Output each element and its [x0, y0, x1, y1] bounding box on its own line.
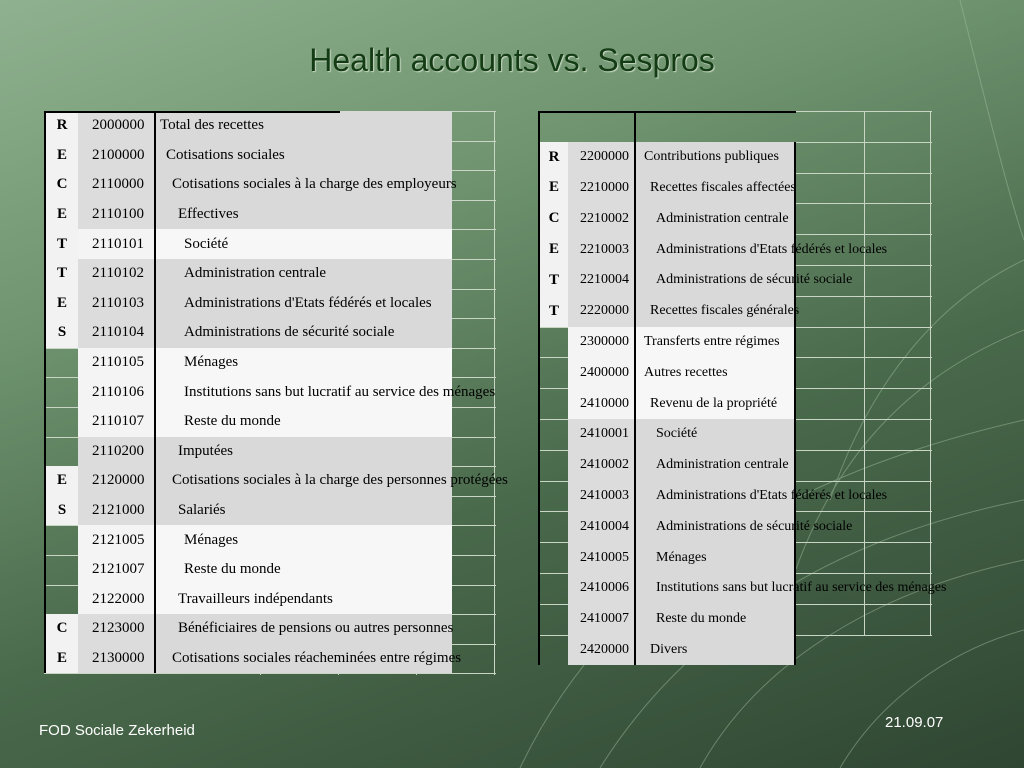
table-row	[44, 377, 496, 407]
row-letter: E	[538, 173, 568, 204]
row-letter: S	[44, 496, 78, 526]
account-label: Cotisations sociales réacheminées entre régimes	[156, 644, 452, 674]
row-letter	[538, 511, 568, 542]
account-code: 2110107	[78, 407, 156, 437]
account-code: 2110000	[78, 170, 156, 200]
account-code	[568, 111, 636, 142]
row-letter: C	[44, 170, 78, 200]
row-letter: R	[44, 111, 78, 141]
account-label: Cotisations sociales à la charge des employeurs	[156, 170, 452, 200]
account-label: Transferts entre régimes	[636, 327, 796, 358]
table-row	[538, 111, 932, 142]
table-row	[538, 327, 932, 358]
row-letter: S	[44, 318, 78, 348]
account-label: Reste du monde	[156, 407, 452, 437]
account-code: 2400000	[568, 357, 636, 388]
table-row	[538, 388, 932, 419]
account-label: Ménages	[156, 525, 452, 555]
row-letter	[538, 450, 568, 481]
account-label: Société	[636, 419, 796, 450]
account-code: 2210004	[568, 265, 636, 296]
account-label: Ménages	[636, 542, 796, 573]
table-row	[538, 357, 932, 388]
table-row	[538, 604, 932, 635]
slide-title: Health accounts vs. Sespros	[309, 42, 715, 78]
table-row	[44, 585, 496, 615]
account-label: Administrations de sécurité sociale	[156, 318, 452, 348]
account-code: 2410001	[568, 419, 636, 450]
account-label: Administrations d'Etats fédérés et locales	[156, 289, 452, 319]
table-row	[538, 511, 932, 542]
table-row	[538, 419, 932, 450]
account-code: 2410005	[568, 542, 636, 573]
account-code: 2210000	[568, 173, 636, 204]
row-letter: E	[44, 289, 78, 319]
table-row	[44, 200, 496, 230]
table-row	[44, 437, 496, 467]
account-code: 2000000	[78, 111, 156, 141]
account-label: Imputées	[156, 437, 452, 467]
table-row	[44, 466, 508, 496]
account-code: 2420000	[568, 635, 636, 666]
account-label: Administrations d'Etats fédérés et locales	[636, 481, 796, 512]
account-label: Recettes fiscales générales	[636, 296, 796, 327]
account-code: 2410007	[568, 604, 636, 635]
account-code: 2120000	[78, 466, 156, 496]
row-letter	[44, 555, 78, 585]
account-code: 2410003	[568, 481, 636, 512]
account-label: Salariés	[156, 496, 452, 526]
row-letter: E	[44, 644, 78, 674]
table-row	[44, 348, 496, 378]
table-row	[44, 614, 496, 644]
right-table	[538, 111, 947, 667]
account-code: 2110200	[78, 437, 156, 467]
row-letter: T	[538, 265, 568, 296]
table-row	[538, 234, 932, 265]
grid-line	[44, 673, 496, 674]
row-letter	[44, 377, 78, 407]
table-row	[44, 555, 496, 585]
account-label: Ménages	[156, 348, 452, 378]
account-label: Administrations de sécurité sociale	[636, 265, 796, 296]
account-code: 2410004	[568, 511, 636, 542]
row-letter	[538, 419, 568, 450]
row-letter: E	[538, 234, 568, 265]
account-code: 2110106	[78, 377, 156, 407]
row-letter	[538, 573, 568, 604]
account-label: Total des recettes	[156, 111, 452, 141]
table-row	[44, 259, 496, 289]
account-label	[636, 111, 796, 142]
account-label: Divers	[636, 635, 796, 666]
account-code: 2410006	[568, 573, 636, 604]
account-label: Reste du monde	[156, 555, 452, 585]
row-letter	[538, 111, 568, 142]
row-letter	[44, 407, 78, 437]
row-letter: E	[44, 141, 78, 171]
left-table	[44, 111, 508, 675]
table-row	[538, 173, 932, 204]
table-row	[538, 296, 932, 327]
account-code: 2110105	[78, 348, 156, 378]
table-row	[44, 170, 496, 200]
account-label: Administration centrale	[156, 259, 452, 289]
table-row	[44, 318, 496, 348]
account-label: Reste du monde	[636, 604, 796, 635]
account-code: 2130000	[78, 644, 156, 674]
row-letter: T	[538, 296, 568, 327]
account-label: Administrations d'Etats fédérés et locales	[636, 234, 796, 265]
table-row	[538, 542, 932, 573]
account-label: Administration centrale	[636, 450, 796, 481]
row-letter	[538, 388, 568, 419]
row-letter: E	[44, 466, 78, 496]
row-letter: C	[44, 614, 78, 644]
table-row	[538, 265, 932, 296]
account-label: Bénéficiaires de pensions ou autres personnes	[156, 614, 452, 644]
account-code: 2200000	[568, 142, 636, 173]
row-letter	[538, 357, 568, 388]
table-row	[44, 229, 496, 259]
table-row	[538, 635, 932, 666]
table-row	[538, 203, 932, 234]
row-letter: R	[538, 142, 568, 173]
row-letter	[44, 525, 78, 555]
row-letter	[44, 437, 78, 467]
table-row	[44, 496, 496, 526]
account-code: 2300000	[568, 327, 636, 358]
table-row	[44, 289, 496, 319]
account-code: 2110100	[78, 200, 156, 230]
account-label: Travailleurs indépendants	[156, 585, 452, 615]
row-letter	[538, 604, 568, 635]
account-code: 2210003	[568, 234, 636, 265]
account-code: 2122000	[78, 585, 156, 615]
table-row	[44, 407, 496, 437]
table-row	[44, 111, 496, 141]
account-code: 2410000	[568, 388, 636, 419]
row-letter	[538, 542, 568, 573]
account-label: Contributions publiques	[636, 142, 796, 173]
row-letter: C	[538, 203, 568, 234]
account-code: 2220000	[568, 296, 636, 327]
table-row	[44, 644, 496, 674]
table-row	[538, 450, 932, 481]
account-label: Effectives	[156, 200, 452, 230]
table-border	[44, 111, 340, 113]
account-label: Recettes fiscales affectées	[636, 173, 796, 204]
account-label: Autres recettes	[636, 357, 796, 388]
account-code: 2121000	[78, 496, 156, 526]
account-code: 2121007	[78, 555, 156, 585]
account-code: 2110102	[78, 259, 156, 289]
row-letter	[44, 348, 78, 378]
account-code: 2123000	[78, 614, 156, 644]
footer-organization: FOD Sociale Zekerheid	[39, 722, 195, 739]
account-code: 2110103	[78, 289, 156, 319]
account-code: 2121005	[78, 525, 156, 555]
account-code: 2100000	[78, 141, 156, 171]
row-letter	[538, 481, 568, 512]
account-code: 2210002	[568, 203, 636, 234]
account-code: 2410002	[568, 450, 636, 481]
account-label: Société	[156, 229, 452, 259]
account-label: Cotisations sociales	[156, 141, 452, 171]
table-row	[538, 573, 947, 604]
row-letter: E	[44, 200, 78, 230]
footer-date: 21.09.07	[885, 714, 944, 731]
table-row	[538, 142, 932, 173]
table-border	[538, 111, 796, 113]
row-letter	[538, 635, 568, 666]
table-row	[538, 481, 932, 512]
row-letter	[538, 327, 568, 358]
row-letter: T	[44, 229, 78, 259]
row-letter	[44, 585, 78, 615]
row-letter: T	[44, 259, 78, 289]
account-code: 2110104	[78, 318, 156, 348]
account-label: Revenu de la propriété	[636, 388, 796, 419]
account-label: Institutions sans but lucratif au service des ménages	[156, 377, 452, 407]
account-label: Institutions sans but lucratif au service des ménages	[636, 573, 796, 604]
account-label: Administration centrale	[636, 203, 796, 234]
account-code: 2110101	[78, 229, 156, 259]
table-row	[44, 141, 496, 171]
account-label: Administrations de sécurité sociale	[636, 511, 796, 542]
table-row	[44, 525, 496, 555]
account-label: Cotisations sociales à la charge des personnes protégées	[156, 466, 452, 496]
